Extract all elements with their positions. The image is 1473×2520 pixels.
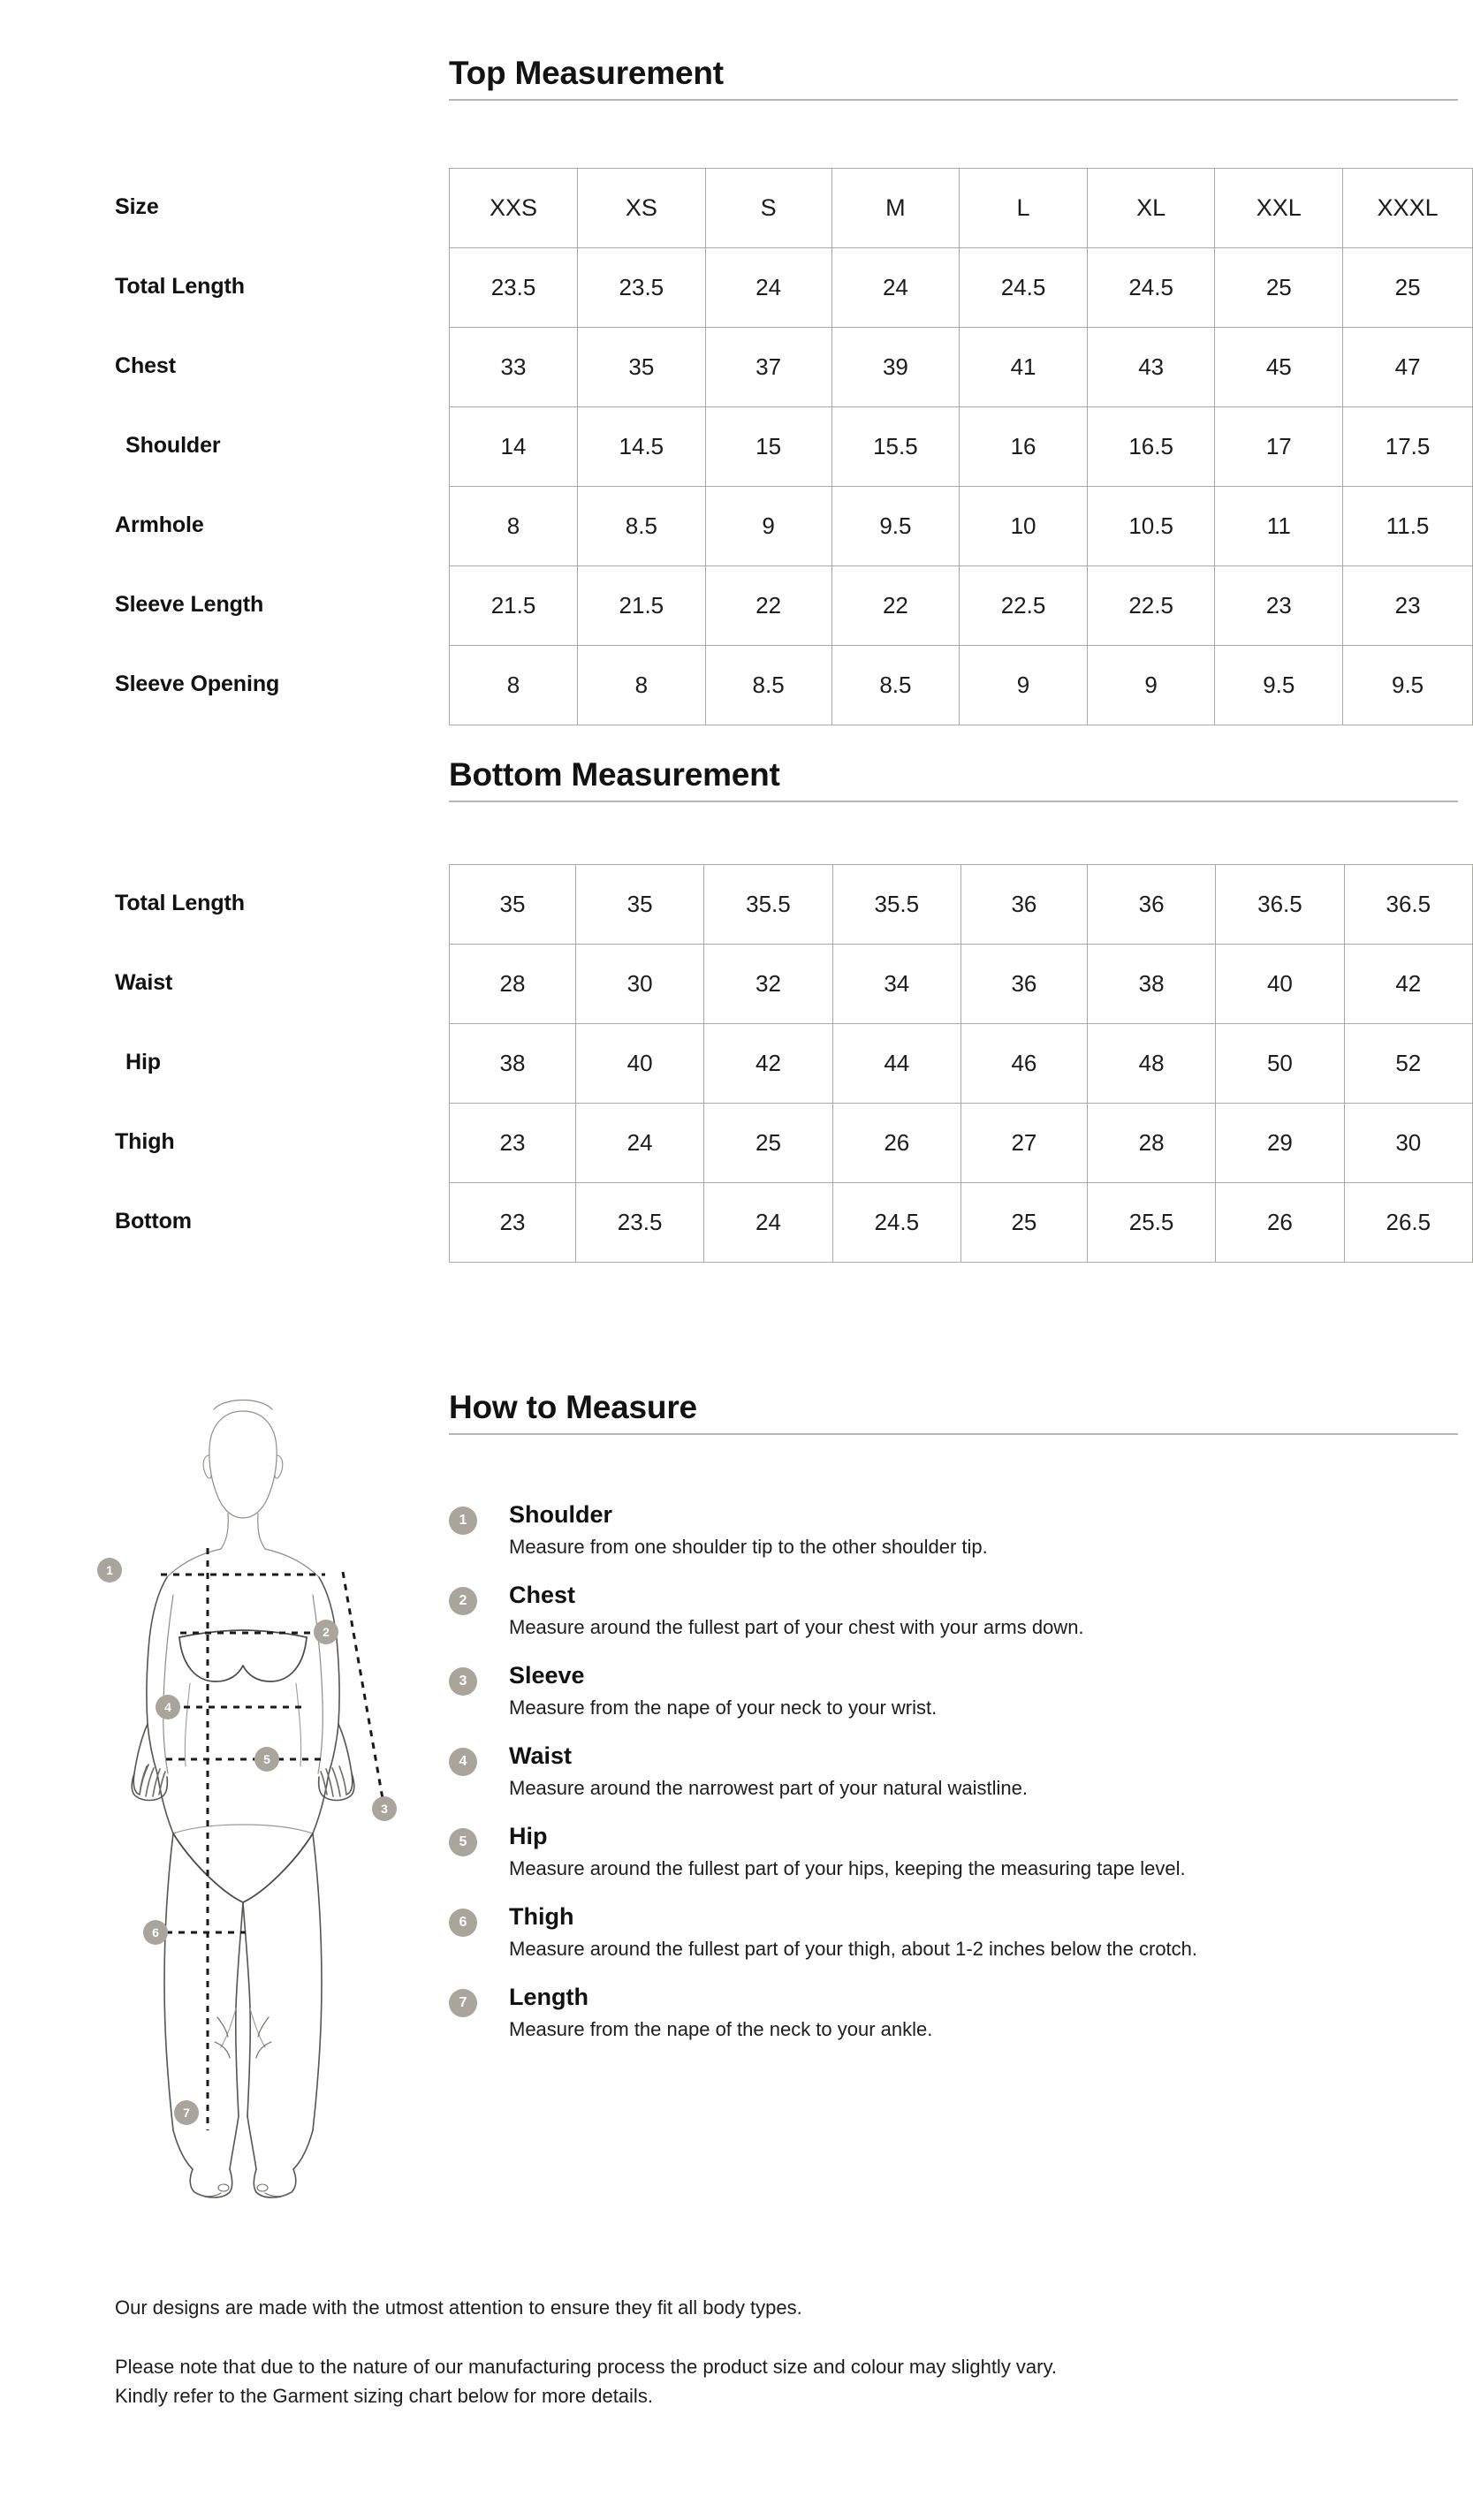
measurement-cell: 35	[578, 328, 706, 407]
how-to-measure-item	[449, 1502, 1439, 1560]
size-header-cell: S	[705, 169, 831, 248]
measurement-cell: 37	[705, 328, 831, 407]
measurement-cell: 26.5	[1344, 1183, 1472, 1263]
measurement-cell: 22.5	[1087, 566, 1215, 646]
measurement-cell: 16.5	[1087, 407, 1215, 487]
figure-badge-6: 6	[143, 1920, 168, 1945]
measurement-cell: 39	[831, 328, 960, 407]
measurement-cell: 26	[1216, 1183, 1344, 1263]
measurement-cell: 10	[960, 487, 1088, 566]
figure-badge-4: 4	[156, 1695, 180, 1719]
measurement-cell: 36	[960, 945, 1087, 1024]
size-header-cell: XXL	[1215, 169, 1343, 248]
step-number-badge: 2	[449, 1587, 477, 1615]
measurement-cell: 35	[450, 865, 576, 945]
measurement-cell: 9	[705, 487, 831, 566]
measurement-cell: 23	[1215, 566, 1343, 646]
size-header-cell: XL	[1087, 169, 1215, 248]
body-measurement-diagram	[97, 1374, 406, 2222]
measurement-cell: 23	[450, 1183, 576, 1263]
bottom-measurement-header	[449, 756, 1458, 802]
step-title: Chest	[509, 1582, 576, 1608]
figure-badge-3: 3	[372, 1796, 397, 1821]
how-to-measure-list	[449, 1502, 1439, 2065]
measurement-cell: 36.5	[1344, 865, 1472, 945]
figure-badge-7: 7	[174, 2100, 199, 2125]
step-title: Length	[509, 1984, 588, 2010]
table-row	[450, 407, 1473, 487]
measurement-cell: 28	[1087, 1104, 1215, 1183]
measurement-cell: 24	[575, 1104, 703, 1183]
measurement-cell: 17	[1215, 407, 1343, 487]
footer-spacer	[115, 2322, 1396, 2352]
measurement-cell: 25	[704, 1104, 832, 1183]
row-label-chest: Chest	[115, 353, 176, 378]
measurement-cell: 8.5	[831, 646, 960, 725]
measurement-cell: 30	[1344, 1104, 1472, 1183]
step-description: Measure around the fullest part of your thigh, about 1-2 inches below the crotch.	[509, 1937, 1198, 1960]
step-description: Measure from one shoulder tip to the other shoulder tip.	[509, 1535, 988, 1558]
measurement-cell: 11	[1215, 487, 1343, 566]
table-row	[450, 566, 1473, 646]
measurement-cell: 38	[1087, 945, 1215, 1024]
row-label-size: Size	[115, 194, 159, 219]
measurement-cell: 30	[575, 945, 703, 1024]
measurement-cell: 8	[450, 646, 578, 725]
size-header-cell: M	[831, 169, 960, 248]
how-to-measure-item	[449, 1985, 1439, 2043]
figure-badge-5: 5	[254, 1747, 279, 1772]
measurement-cell: 47	[1343, 328, 1473, 407]
measurement-cell: 9	[960, 646, 1088, 725]
how-to-measure-item	[449, 1904, 1439, 1962]
row-label-bottom: Bottom	[115, 1208, 192, 1233]
how-to-measure-item	[449, 1743, 1439, 1802]
measurement-cell: 36	[1087, 865, 1215, 945]
measurement-cell: 15.5	[831, 407, 960, 487]
measurement-cell: 25	[1343, 248, 1473, 328]
how-to-measure-title: How to Measure	[449, 1389, 697, 1425]
measurement-cell: 48	[1087, 1024, 1215, 1104]
measurement-cell: 35.5	[704, 865, 832, 945]
measurement-cell: 25.5	[1087, 1183, 1215, 1263]
measurement-cell: 25	[960, 1183, 1087, 1263]
measurement-cell: 8	[578, 646, 706, 725]
measurement-cell: 41	[960, 328, 1088, 407]
female-body-outline-svg	[97, 1374, 406, 2222]
measurement-cell: 17.5	[1343, 407, 1473, 487]
measurement-cell: 9.5	[1343, 646, 1473, 725]
measurement-cell: 9.5	[831, 487, 960, 566]
measurement-cell: 25	[1215, 248, 1343, 328]
table-row	[450, 1104, 1473, 1183]
table-row	[450, 328, 1473, 407]
measurement-cell: 23.5	[450, 248, 578, 328]
measurement-cell: 23	[1343, 566, 1473, 646]
measurement-cell: 8	[450, 487, 578, 566]
top-measurement-header	[449, 55, 1458, 101]
measurement-cell: 24	[704, 1183, 832, 1263]
step-description: Measure around the fullest part of your chest with your arms down.	[509, 1615, 1084, 1638]
table-row	[450, 945, 1473, 1024]
measurement-cell: 8.5	[578, 487, 706, 566]
step-description: Measure from the nape of your neck to your wrist.	[509, 1696, 938, 1719]
bottom-measurement-rule	[449, 801, 1458, 802]
measurement-cell: 35.5	[832, 865, 960, 945]
row-label-shoulder: Shoulder	[125, 432, 221, 458]
table-row	[450, 865, 1473, 945]
measurement-cell: 11.5	[1343, 487, 1473, 566]
measurement-cell: 50	[1216, 1024, 1344, 1104]
step-title: Waist	[509, 1742, 573, 1769]
measurement-cell: 46	[960, 1024, 1087, 1104]
measurement-cell: 40	[1216, 945, 1344, 1024]
size-header-cell: XXS	[450, 169, 578, 248]
table-header-row	[450, 169, 1473, 248]
figure-badge-2: 2	[314, 1620, 338, 1644]
measurement-cell: 21.5	[578, 566, 706, 646]
measurement-cell: 38	[450, 1024, 576, 1104]
measurement-cell: 35	[575, 865, 703, 945]
row-label-sleeve-opening: Sleeve Opening	[115, 671, 280, 696]
how-to-measure-item	[449, 1824, 1439, 1882]
measurement-cell: 44	[832, 1024, 960, 1104]
measurement-cell: 8.5	[705, 646, 831, 725]
table-row	[450, 248, 1473, 328]
how-to-measure-rule	[449, 1433, 1458, 1435]
footer-line-1: Our designs are made with the utmost attention to ensure they fit all body types.	[115, 2296, 802, 2319]
size-header-cell: XS	[578, 169, 706, 248]
measurement-cell: 28	[450, 945, 576, 1024]
measurement-cell: 14.5	[578, 407, 706, 487]
row-label-thigh: Thigh	[115, 1128, 175, 1154]
measurement-cell: 24	[705, 248, 831, 328]
measurement-cell: 23.5	[575, 1183, 703, 1263]
step-title: Thigh	[509, 1903, 574, 1930]
measurement-cell: 52	[1344, 1024, 1472, 1104]
bottom-measurement-table	[449, 864, 1473, 1263]
measurement-cell: 43	[1087, 328, 1215, 407]
step-number-badge: 7	[449, 1989, 477, 2017]
table-row	[450, 646, 1473, 725]
footer-line-3: Kindly refer to the Garment sizing chart below for more details.	[115, 2385, 653, 2407]
measurement-cell: 23	[450, 1104, 576, 1183]
step-number-badge: 6	[449, 1909, 477, 1937]
top-measurement-rule	[449, 99, 1458, 101]
how-to-measure-header	[449, 1389, 1458, 1435]
measurement-cell: 9	[1087, 646, 1215, 725]
measurement-cell: 36.5	[1216, 865, 1344, 945]
measurement-cell: 24.5	[1087, 248, 1215, 328]
step-description: Measure around the narrowest part of your natural waistline.	[509, 1776, 1028, 1799]
step-number-badge: 5	[449, 1828, 477, 1856]
step-description: Measure around the fullest part of your hips, keeping the measuring tape level.	[509, 1856, 1186, 1879]
step-title: Sleeve	[509, 1662, 585, 1689]
measurement-cell: 10.5	[1087, 487, 1215, 566]
measurement-cell: 29	[1216, 1104, 1344, 1183]
step-title: Hip	[509, 1823, 548, 1849]
figure-badge-1: 1	[97, 1558, 122, 1583]
step-number-badge: 1	[449, 1507, 477, 1535]
measurement-cell: 36	[960, 865, 1087, 945]
row-label-total-length: Total Length	[115, 273, 245, 299]
measurement-cell: 24.5	[832, 1183, 960, 1263]
size-header-cell: XXXL	[1343, 169, 1473, 248]
table-row	[450, 1024, 1473, 1104]
measurement-cell: 24	[831, 248, 960, 328]
row-label-armhole: Armhole	[115, 512, 204, 537]
footer-line-2: Please note that due to the nature of our manufacturing process the product size and colour may slightly vary.	[115, 2356, 1057, 2378]
measurement-cell: 23.5	[578, 248, 706, 328]
measurement-cell: 21.5	[450, 566, 578, 646]
measurement-cell: 26	[832, 1104, 960, 1183]
step-number-badge: 3	[449, 1667, 477, 1696]
row-label-total-length: Total Length	[115, 890, 245, 915]
measurement-cell: 42	[704, 1024, 832, 1104]
top-measurement-title: Top Measurement	[449, 55, 724, 91]
measurement-cell: 42	[1344, 945, 1472, 1024]
measurement-cell: 32	[704, 945, 832, 1024]
size-header-cell: L	[960, 169, 1088, 248]
table-row	[450, 1183, 1473, 1263]
measurement-cell: 15	[705, 407, 831, 487]
bottom-measurement-title: Bottom Measurement	[449, 756, 780, 793]
measurement-cell: 22	[705, 566, 831, 646]
how-to-measure-item	[449, 1663, 1439, 1721]
measurement-cell: 9.5	[1215, 646, 1343, 725]
top-measurement-table	[449, 168, 1473, 725]
measurement-cell: 22.5	[960, 566, 1088, 646]
measurement-cell: 16	[960, 407, 1088, 487]
how-to-measure-item	[449, 1583, 1439, 1641]
row-label-hip: Hip	[125, 1049, 161, 1074]
measurement-cell: 22	[831, 566, 960, 646]
row-label-waist: Waist	[115, 969, 173, 995]
footer-notes	[115, 2293, 1396, 2410]
measurement-cell: 33	[450, 328, 578, 407]
measurement-cell: 24.5	[960, 248, 1088, 328]
measurement-cell: 40	[575, 1024, 703, 1104]
measurement-cell: 27	[960, 1104, 1087, 1183]
measurement-cell: 45	[1215, 328, 1343, 407]
step-description: Measure from the nape of the neck to your ankle.	[509, 2017, 933, 2040]
step-number-badge: 4	[449, 1748, 477, 1776]
row-label-sleeve-length: Sleeve Length	[115, 591, 264, 617]
table-row	[450, 487, 1473, 566]
measurement-cell: 14	[450, 407, 578, 487]
measurement-cell: 34	[832, 945, 960, 1024]
step-title: Shoulder	[509, 1501, 613, 1528]
